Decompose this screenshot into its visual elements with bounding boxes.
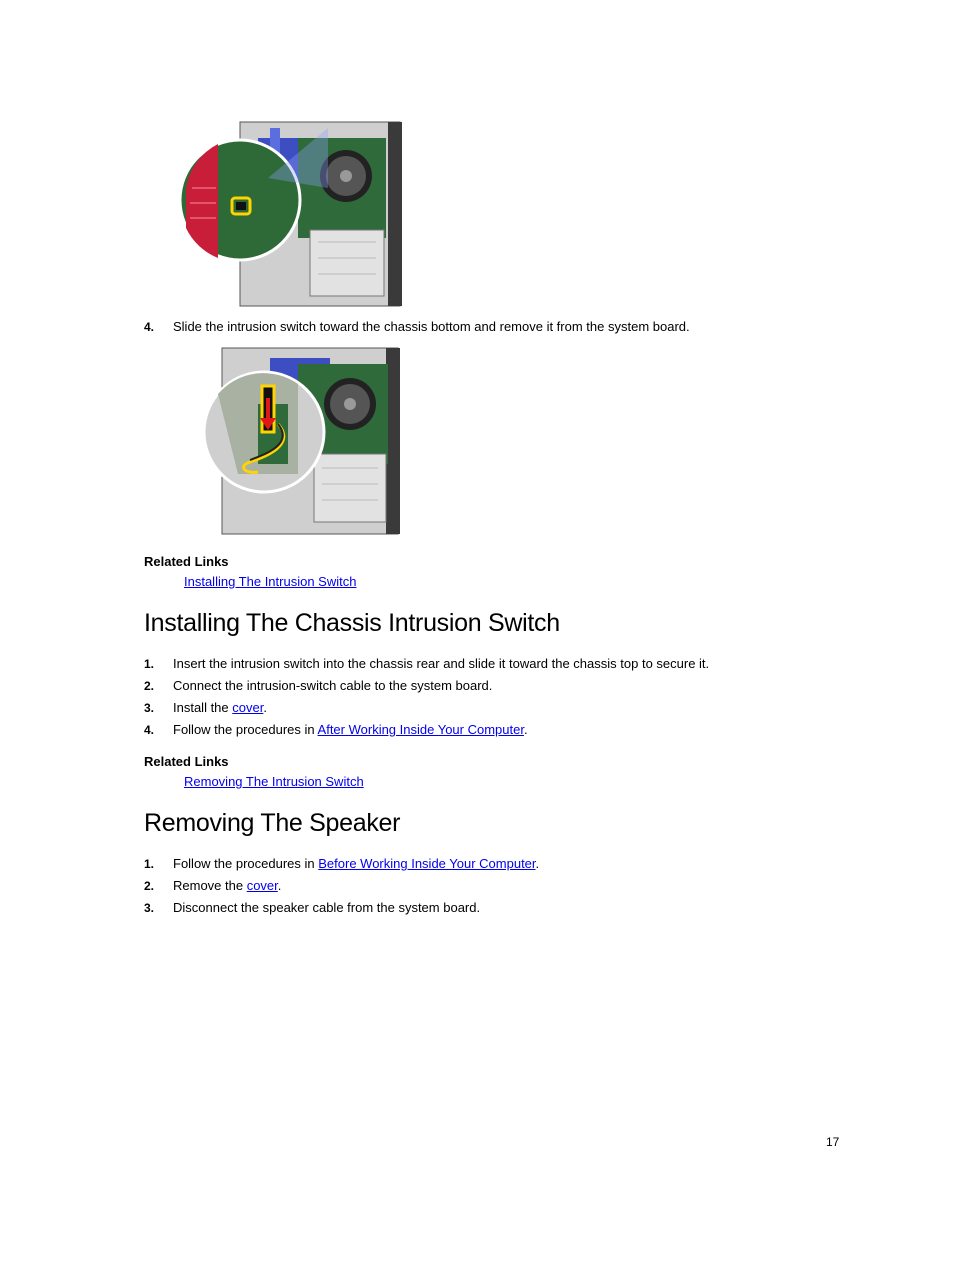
- link-cover[interactable]: cover: [246, 878, 278, 893]
- list-item: [144, 900, 480, 916]
- step-text-post: .: [277, 878, 282, 893]
- list-item: [144, 656, 709, 672]
- step-number: 2.: [144, 879, 155, 893]
- page-number: 17: [826, 1135, 840, 1149]
- list-item: [144, 319, 690, 335]
- link-after-working-inside[interactable]: After Working Inside Your Computer: [317, 722, 524, 737]
- step-number: 4.: [144, 723, 155, 737]
- step-text-pre: Follow the procedures in: [173, 856, 319, 871]
- step-text-pre: Remove the: [173, 878, 247, 893]
- related-links-title: Related Links: [144, 554, 229, 569]
- figure-intrusion-switch-removal: [178, 344, 464, 536]
- step-number: 3.: [144, 901, 155, 915]
- step-number: 1.: [144, 857, 155, 871]
- list-item: [144, 856, 539, 872]
- list-item: [144, 678, 492, 694]
- section-heading-removing-speaker: Removing The Speaker: [144, 809, 401, 837]
- step-number: 1.: [144, 657, 155, 671]
- step-text-pre: Follow the procedures in: [173, 722, 318, 737]
- related-links-title: Related Links: [144, 754, 229, 769]
- step-text-post: .: [523, 722, 528, 737]
- step-text: Connect the intrusion-switch cable to the system board.: [173, 678, 493, 693]
- chassis-photo-1: [178, 118, 464, 308]
- list-item: [144, 878, 281, 894]
- step-text-post: .: [535, 856, 540, 871]
- step-text: Insert the intrusion switch into the chassis rear and slide it toward the chassis top to secure it.: [173, 656, 710, 671]
- figure-intrusion-switch-location: [178, 118, 464, 308]
- list-item: [144, 700, 267, 716]
- step-number: 4.: [144, 320, 155, 334]
- step-number: 2.: [144, 679, 155, 693]
- step-number: 3.: [144, 701, 155, 715]
- section-heading-installing: Installing The Chassis Intrusion Switch: [144, 609, 560, 637]
- step-text: Slide the intrusion switch toward the chassis bottom and remove it from the system board.: [173, 319, 690, 334]
- list-item: [144, 722, 528, 738]
- step-text-pre: Install the: [173, 700, 233, 715]
- link-installing-intrusion-switch[interactable]: Installing The Intrusion Switch: [184, 574, 357, 589]
- link-cover[interactable]: cover: [232, 700, 264, 715]
- chassis-photo-2: [178, 344, 464, 536]
- link-removing-intrusion-switch[interactable]: Removing The Intrusion Switch: [184, 774, 364, 789]
- step-text-post: .: [263, 700, 267, 715]
- link-before-working-inside[interactable]: Before Working Inside Your Computer: [318, 856, 536, 871]
- step-text: Disconnect the speaker cable from the system board.: [173, 900, 481, 915]
